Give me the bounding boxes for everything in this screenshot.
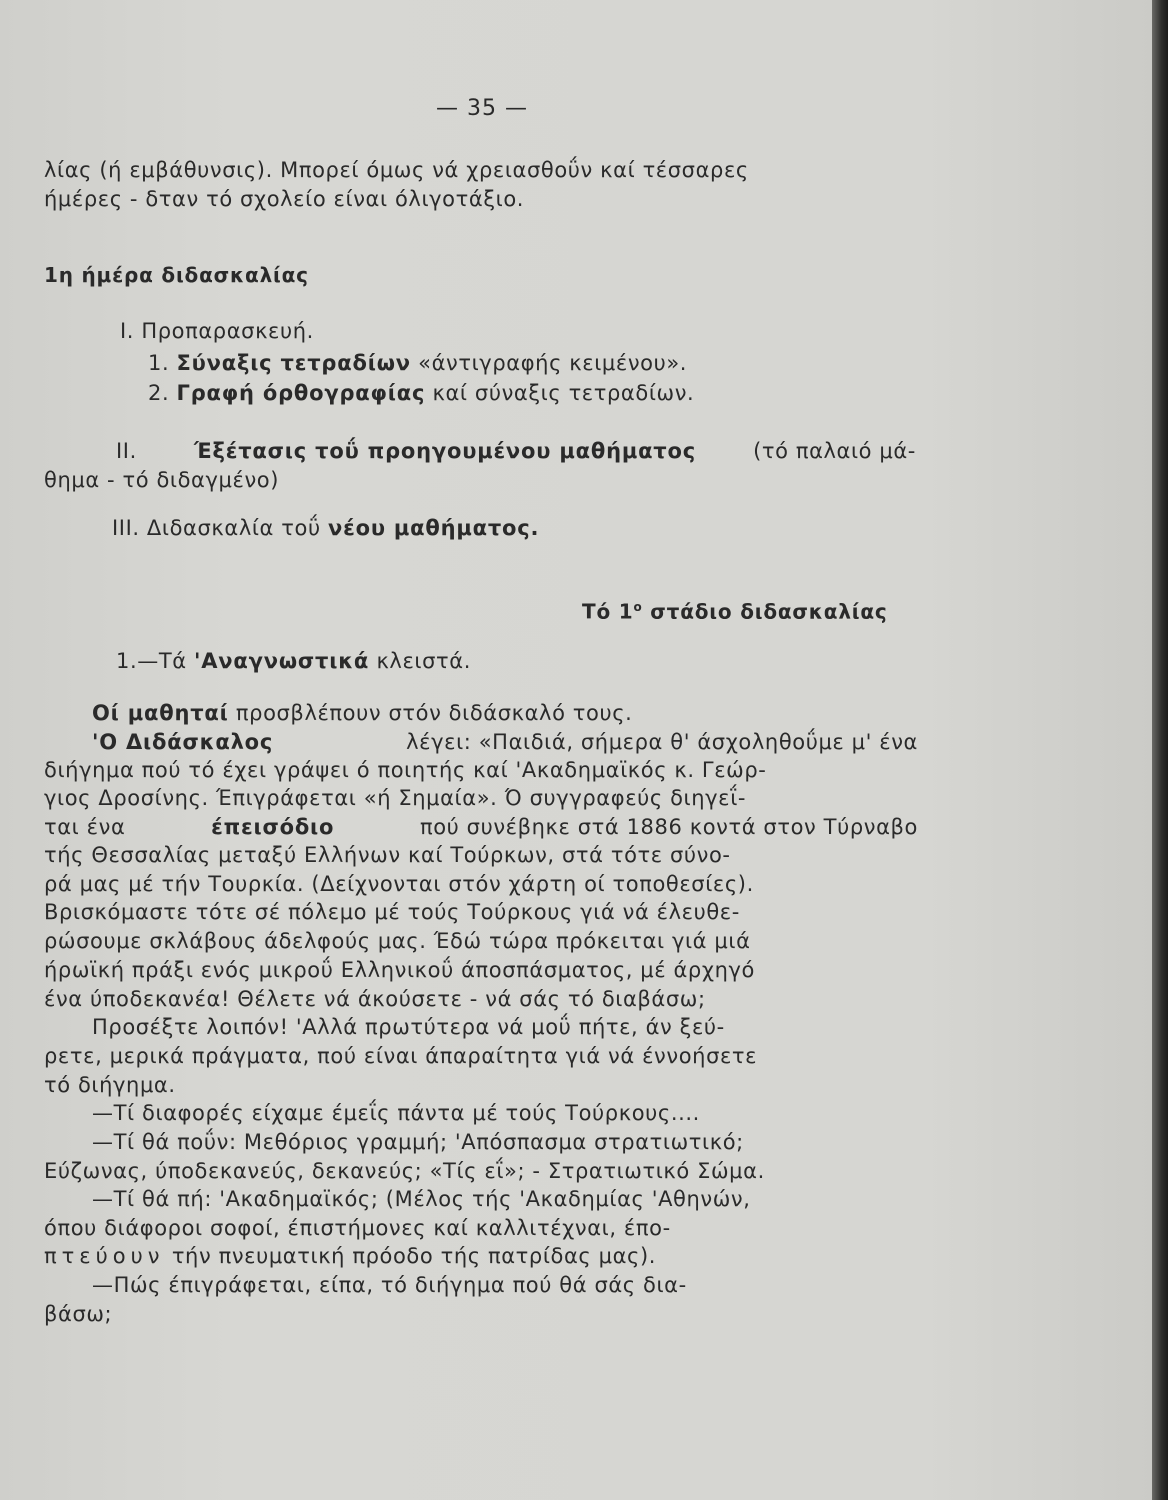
book-spine-shadow (1152, 0, 1168, 1500)
students-line (92, 700, 632, 726)
page-number: — 35 — (436, 96, 528, 121)
day-heading: 1η ήμέρα διδασκαλίας (44, 263, 309, 287)
dialogue-q1: —Τί διαφορές είχαμε έμεΐς πάντα μέ τούς Τούρκους.... (92, 1101, 700, 1125)
dialogue-q2: —Τί θά ποΰν: Μεθόριος γραμμή; 'Απόσπασμα στρατιωτικό; (92, 1130, 744, 1154)
narrative-text: πού συνέβηκε στά 1886 κοντά στον Τύρναβο (419, 815, 918, 839)
stage-heading-text: στάδιο διδασκαλίας (650, 599, 888, 624)
dialogue-q2-line-2: Εύζωνας, ύποδεκανεύς, δεκανεύς; «Τίς εΐ»; - Στρατιωτικό Σώμα. (44, 1159, 765, 1183)
outline-item-1-2 (148, 380, 694, 406)
students-bold: Οί μαθηταί (92, 701, 229, 725)
item-bold-text: Γραφή όρθογραφίας (176, 381, 426, 405)
item-text: κλειστά. (376, 649, 471, 673)
teacher-bold: 'Ο Διδάσκαλος (92, 730, 274, 754)
dialogue-q3-line-3 (44, 1243, 656, 1269)
narrative-line-1: διήγημα πού τό έχει γράψει ό ποιητής καί 'Ακαδημαϊκός κ. Γεώρ- (44, 758, 767, 782)
numbered-item-1 (116, 648, 471, 674)
narrative-line-3 (44, 814, 918, 840)
stage-heading-sup: ο (633, 600, 643, 614)
dialogue-q4-line-2: βάσω; (44, 1302, 113, 1326)
item-bold-text: 'Αναγνωστικά (194, 649, 370, 673)
narrative-text: ται ένα (44, 815, 126, 839)
narrative-line-7: ρώσουμε σκλάβους άδελφούς μας. Έδώ τώρα πρόκειται γιά μιά (44, 929, 751, 953)
dialogue-text: τήν πνευματική πρόοδο τής πατρίδας μας). (171, 1244, 657, 1268)
teacher-line (92, 729, 918, 755)
intro-line-1: λίας (ή εμβάθυνσις). Μπορεί όμως νά χρειασθοΰν καί τέσσαρες (44, 158, 749, 182)
item-number: 1. (148, 351, 170, 375)
outline-section-2 (116, 438, 916, 464)
narrative-line-5: ρά μας μέ τήν Τουρκία. (Δείχνονται στόν χάρτη οί τοποθεσίες). (44, 872, 754, 896)
item-number: 2. (148, 381, 170, 405)
section-bold-text: Έξέτασις τοΰ προηγουμένου μαθήματος (193, 439, 696, 463)
outline-item-1-1 (148, 350, 687, 376)
narrative-line-6: Βρισκόμαστε τότε σέ πόλεμο μέ τούς Τούρκους γιά νά έλευθε- (44, 900, 740, 924)
item-number: 1.—Τά (116, 649, 187, 673)
teacher-text: λέγει: «Παιδιά, σήμερα θ' άσχοληθοΰμε μ' ένα (406, 730, 918, 754)
item-bold-text: Σύναξις τετραδίων (176, 351, 411, 375)
para2-line-1: Προσέξτε λοιπόν! 'Αλλά πρωτύτερα νά μοΰ πήτε, άν ξεύ- (92, 1015, 725, 1039)
outline-section-2-line-2: θημα - τό διδαγμένο) (44, 468, 280, 492)
narrative-bold: έπεισόδιο (211, 815, 335, 839)
outline-section-3 (112, 515, 539, 541)
narrative-line-4: τής Θεσσαλίας μεταξύ Ελλήνων καί Τούρκων, στά τότε σύνο- (44, 843, 731, 867)
narrative-line-2: γιος Δροσίνης. Έπιγράφεται «ή Σημαία». Ό συγγραφεύς διηγεΐ- (44, 786, 747, 810)
item-text: καί σύναξις τετραδίων. (432, 381, 695, 405)
students-text: προσβλέπουν στόν διδάσκαλό τους. (235, 701, 633, 725)
narrative-line-8: ήρωϊκή πράξι ενός μικροΰ Ελληνικοΰ άποσπάσματος, μέ άρχηγό (44, 958, 755, 982)
section-text: III. Διδασκαλία τοΰ (112, 516, 321, 540)
stage-heading (582, 594, 888, 625)
section-text: (τό παλαιό μά- (753, 439, 916, 463)
dialogue-q3: —Τί θά πή: 'Ακαδημαϊκός; (Μέλος τής 'Ακαδημίας 'Αθηνών, (92, 1187, 751, 1211)
spaced-text: πτεύουν (44, 1244, 165, 1268)
intro-line-2: ήμέρες - δταν τό σχολείο είναι όλιγοτάξιο. (44, 187, 525, 211)
para2-line-2: ρετε, μερικά πράγματα, πού είναι άπαραίτητα γιά νά έννοήσετε (44, 1044, 758, 1068)
dialogue-q4: —Πώς έπιγράφεται, είπα, τό διήγημα πού θά σάς δια- (92, 1273, 687, 1297)
section-bold-text: νέου μαθήματος. (328, 516, 540, 540)
narrative-line-9: ένα ύποδεκανέα! Θέλετε νά άκούσετε - νά σάς τό διαβάσω; (44, 987, 706, 1011)
item-text: «άντιγραφής κειμένου». (418, 351, 688, 375)
dialogue-q3-line-2: όπου διάφοροι σοφοί, έπιστήμονες καί καλλιτέχναι, έπο- (44, 1216, 671, 1240)
para2-line-3: τό διήγημα. (44, 1073, 176, 1097)
outline-section-1: I. Προπαρασκευή. (120, 319, 314, 343)
stage-heading-prefix: Τό 1 (582, 599, 634, 624)
section-number: II. (116, 439, 137, 463)
